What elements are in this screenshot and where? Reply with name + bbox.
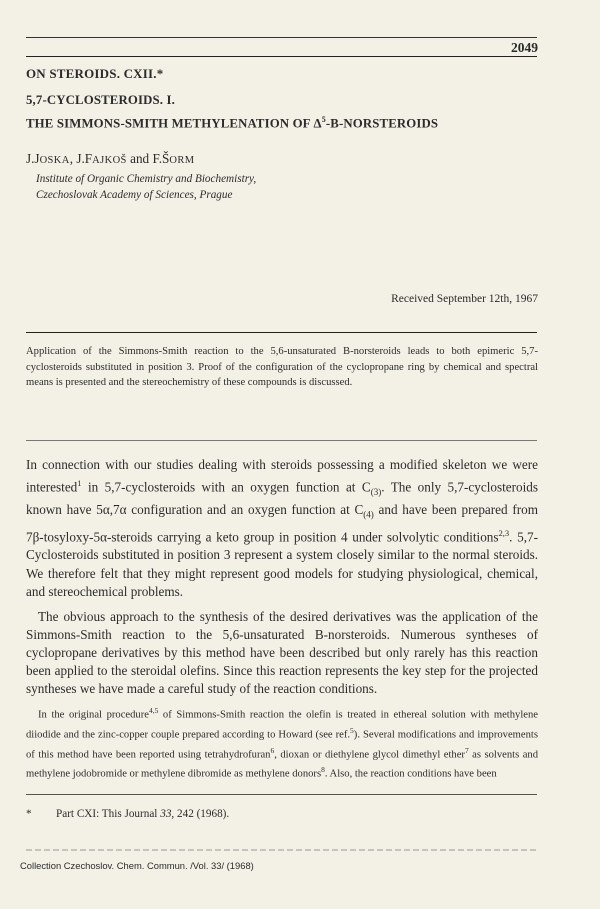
abstract-bottom-rule — [26, 440, 537, 441]
page-number: 2049 — [511, 40, 538, 55]
author-list: J.JOSKA, J.FAJKOŠ and F.ŠORM — [26, 151, 195, 166]
received-date: Received September 12th, 1967 — [391, 293, 538, 305]
header-rule — [26, 37, 537, 38]
affiliation: Institute of Organic Chemistry and Biochemistry, Czechoslovak Academy of Sciences, Prague — [36, 173, 257, 201]
article-title — [26, 91, 438, 133]
series-title: ON STEROIDS. CXII.* — [26, 66, 164, 81]
footnote: * Part CXI: This Journal 33, 242 (1968). — [26, 808, 230, 820]
header-rule-lower — [26, 56, 537, 57]
footnote-rule — [26, 794, 537, 795]
abstract-top-rule — [26, 332, 537, 333]
title-line-2: THE SIMMONS-SMITH METHYLENATION OF $\Delta^5-B$-NORSTEROIDS — [26, 115, 439, 131]
title-line-1: 5,7-CYCLOSTEROIDS. I. — [26, 93, 175, 107]
paragraph-2: The obvious approach to the synthesis of the desired derivatives was the application of the Simmons-Smith reaction to the 5,6-unsaturated B-norsteroids. Numerous syntheses of cyclopropane derivatives by this method have been described but only rarely has this reaction been applied to the steroidal olefins. Since this reaction represents the key step for the projected syntheses we have made a careful study of the reaction conditions. — [26, 608, 538, 697]
page-edge-rule — [26, 849, 538, 851]
journal-footer: Collection Czechoslov. Chem. Commun. /Vol. 33/ (1968) — [20, 860, 254, 871]
abstract: Application of the Simmons-Smith reaction to the 5,6-unsaturated B-norsteroids leads to both epimeric 5,7-cyclosteroids substituted in position 3. Proof of the configuration of the cyclopropane ring by chemical and spectral means is presented and the stereochemistry of these compounds is discussed. — [26, 346, 538, 389]
delta-symbol: Δ — [313, 116, 322, 131]
body-text — [26, 456, 538, 705]
paragraph-3: In the original procedure$^{4,5}$ of Simmons-Smith reaction the olefin is treated in ethereal solution with methylene diiodide and the zinc-copper couple prepared according to Howard (see ref.$^5$). Several modifications and improvements of this method have been reported using tetrahydrofuran$^6$, dioxan or diethylene glycol dimethyl ether$^7$ as solvents and methylene jodobromide or methylene dibromide as methylene donors$^8$. Also, the reaction conditions have been — [26, 706, 539, 781]
paragraph-1: In connection with our studies dealing with steroids possessing a modified skeleton we were interested$^1$ in 5,7-cyclosteroids with an oxygen function at $C_{(3)}$. The only 5,7-cyclosteroids known have 5α,7α configuration and an oxygen function at $C_{(4)}$ and have been prepared from 7β-tosyloxy-5α-steroids carrying a keto group in position 4 under solvolytic conditions$^{2,3}$. 5,7-Cyclosteroids substituted in position 3 represent a system closely similar to the normal steroids. We therefore felt that they might represent good models for studying physiological, chemical, and stereochemical problems. — [26, 457, 538, 599]
